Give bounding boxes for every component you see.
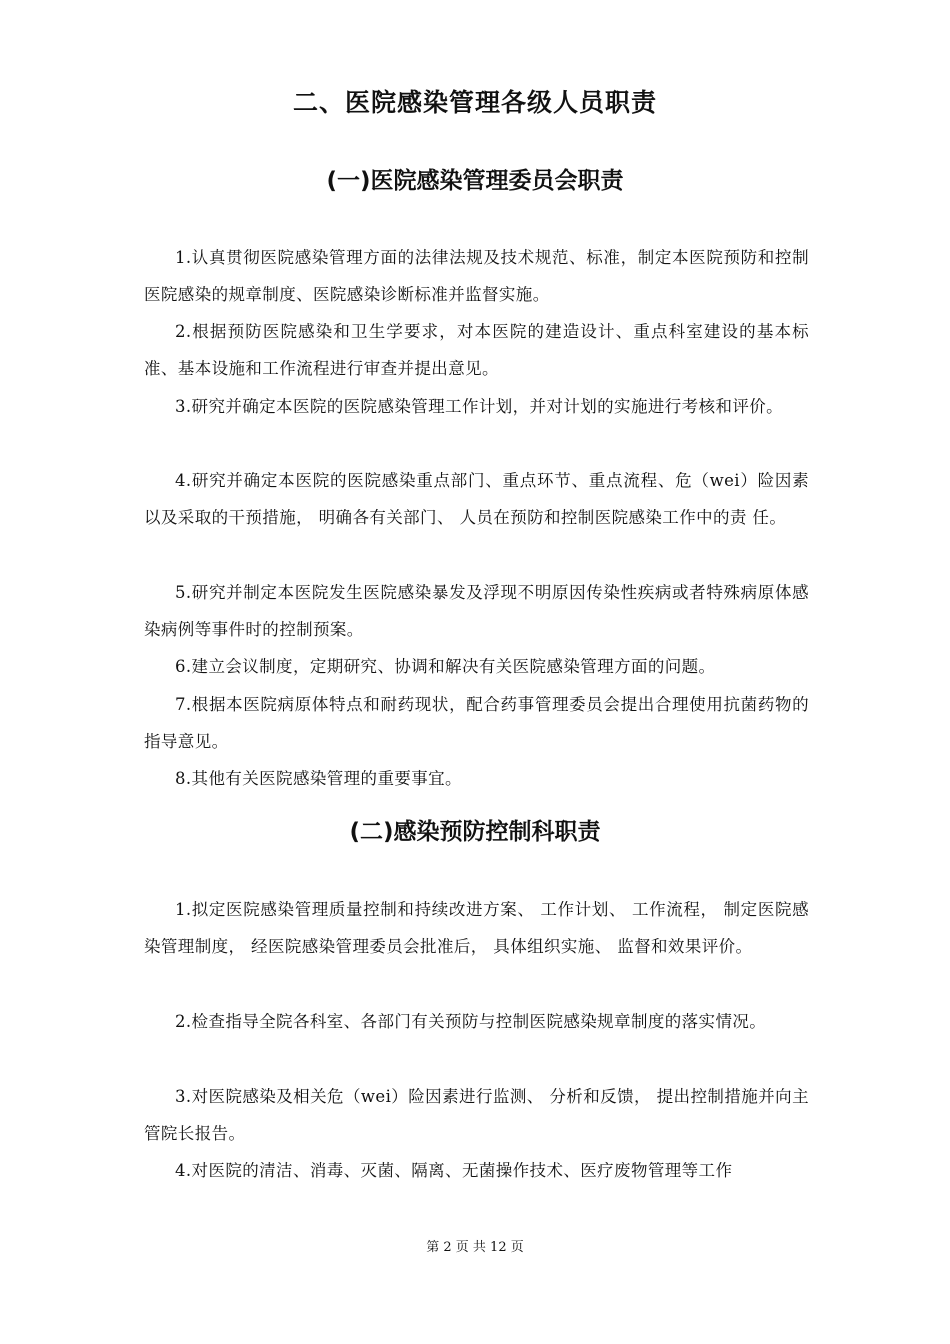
paragraph: 1.拟定医院感染管理质量控制和持续改进方案、 工作计划、 工作流程， 制定医院感染管理制度， 经医院感染管理委员会批准后， 具体组织实施、 监督和效果评价。	[144, 900, 809, 956]
page-title: 二、医院感染管理各级人员职责	[292, 88, 657, 117]
section-heading-committee: (一)医院感染管理委员会职责	[326, 168, 624, 194]
paragraph: 4.对医院的清洁、消毒、灭菌、隔离、无菌操作技术、医疗废物管理等工作	[175, 1161, 733, 1180]
paragraph: 5.研究并制定本医院发生医院感染暴发及浮现不明原因传染性疾病或者特殊病原体感染病例等事件时的控制预案。	[144, 583, 809, 639]
paragraph: 4.研究并确定本医院的医院感染重点部门、重点环节、重点流程、危（wei）险因素 以及采取的干预措施， 明确各有关部门、 人员在预防和控制医院感染工作中的责 任。	[144, 471, 809, 527]
paragraph: 6.建立会议制度，定期研究、协调和解决有关医院感染管理方面的问题。	[175, 657, 716, 676]
page-number-footer: 第 2 页 共 12 页	[426, 1240, 524, 1255]
paragraph: 2.根据预防医院感染和卫生学要求，对本医院的建造设计、重点科室建设的基本标准、基本设施和工作流程进行审查并提出意见。	[144, 322, 809, 378]
paragraph: 8.其他有关医院感染管理的重要事宜。	[175, 769, 462, 788]
section-heading-infection-control: (二)感染预防控制科职责	[349, 819, 601, 845]
paragraph: 7.根据本医院病原体特点和耐药现状，配合药事管理委员会提出合理使用抗菌药物的指导意见。	[144, 695, 809, 751]
paragraph: 3.对医院感染及相关危（wei）险因素进行监测、 分析和反馈， 提出控制措施并向主 管院长报告。	[144, 1087, 809, 1143]
paragraph: 3.研究并确定本医院的医院感染管理工作计划，并对计划的实施进行考核和评价。	[175, 397, 784, 416]
paragraph: 1.认真贯彻医院感染管理方面的法律法规及技术规范、标准，制定本医院预防和控制医院感染的规章制度、医院感染诊断标准并监督实施。	[144, 248, 809, 304]
paragraph: 2.检查指导全院各科室、各部门有关预防与控制医院感染规章制度的落实情况。	[175, 1012, 767, 1031]
